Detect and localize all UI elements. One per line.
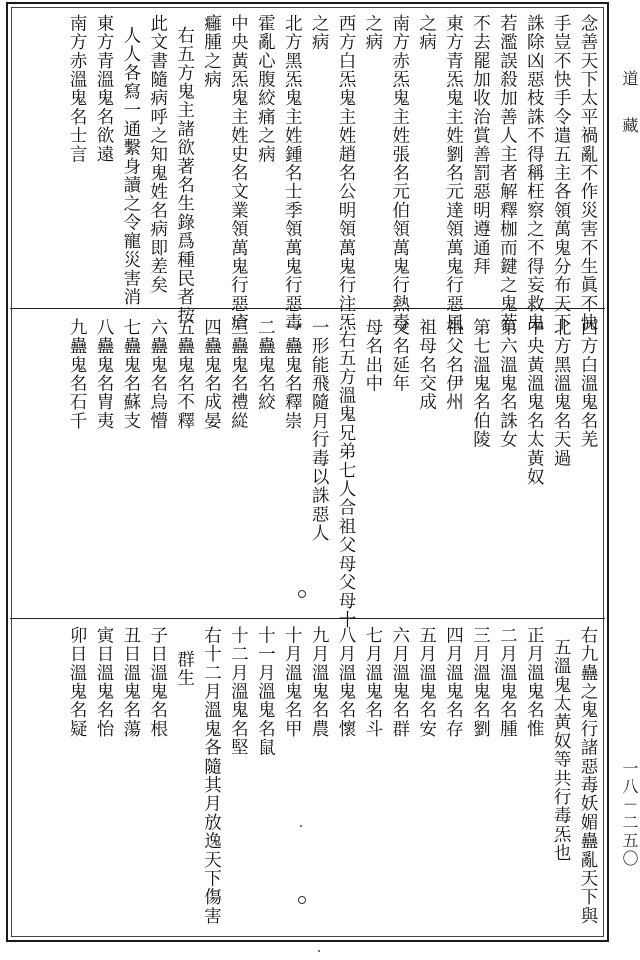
text-column: 西方白炁鬼主姓趙名公明領萬鬼行注炁 <box>335 14 356 332</box>
text-column: 八蠱鬼名胄夷 <box>93 318 114 431</box>
text-column: 右五方溫鬼兄弟七人合祖父母父母十 <box>335 330 356 630</box>
text-column: 東方青炁鬼主姓劉名元達領萬鬼行惡風 <box>443 14 464 332</box>
section-divider <box>10 618 605 619</box>
text-column: 一形能飛隨月行毒以誅惡人 <box>309 318 330 543</box>
text-column: 第六溫鬼名誅女 <box>497 318 518 449</box>
text-column: 手豈不快手令遣五主各領萬鬼分布天下 <box>551 14 572 332</box>
text-column: 群生 <box>174 650 195 688</box>
text-column: 南方赤溫鬼名士言 <box>67 14 88 164</box>
text-column: 六蠱鬼名烏懵 <box>147 318 168 431</box>
text-column: 誅除凶惡枝誅不得稱枉察之不得妄救鬼 <box>524 14 545 332</box>
text-column: 九蠱鬼名石千 <box>67 318 88 431</box>
text-column: 母名出中 <box>362 318 383 393</box>
text-column: 七蠱鬼名蘇支 <box>120 318 141 431</box>
text-column: 人人各寫一通繫身讀之令寵災害消 <box>120 26 141 307</box>
text-column: 西方白溫鬼名羌 <box>578 318 598 449</box>
text-column: 四蠱鬼名成晏 <box>201 318 222 431</box>
text-column: 北方黑炁鬼主姓鍾名士季領萬鬼行惡毒 <box>282 14 303 332</box>
text-column: 南方赤炁鬼主姓張名元伯領萬鬼行熱毒 <box>389 14 410 332</box>
text-column: 念善天下太平禍亂不作災害不生眞不快 <box>578 14 598 332</box>
text-column: 若濫誤殺加善人主者解釋枷而鍵之鬼若 <box>497 14 518 332</box>
text-section-3 <box>14 626 600 926</box>
text-column: 北方黑溫鬼名天過 <box>551 318 572 468</box>
text-column: 中央黃炁鬼主姓史名文業領萬鬼行惡瘡 <box>228 14 249 332</box>
text-column: 東方青溫鬼名欲遠 <box>93 14 114 164</box>
text-column: 霍亂心腹絞痛之病 <box>255 14 276 164</box>
text-column: 之病 <box>309 14 330 52</box>
circle-mark-icon <box>298 590 306 598</box>
text-column: 祖母名交成 <box>416 318 437 412</box>
text-column: 右五方鬼主諸欲著名生錄爲種民者按 <box>174 26 195 326</box>
text-column: 右九蠱之鬼行諸惡毒妖媚蠱亂天下與 <box>578 626 598 926</box>
text-column: 祖父名伊州 <box>443 318 464 412</box>
text-column: 癰腫之病 <box>201 14 222 89</box>
text-column: 十一月溫鬼名鼠 <box>255 626 276 757</box>
text-column: 一蠱鬼名釋崇 <box>282 318 303 431</box>
text-column: 十月溫鬼名甲 <box>282 626 303 739</box>
text-column: 五溫鬼太黃奴等共行毒炁也 <box>551 638 572 863</box>
text-section-1 <box>14 14 600 332</box>
text-column: 七月溫鬼名斗 <box>362 626 383 739</box>
text-column: 子日溫鬼名根 <box>147 626 168 739</box>
text-column: 五月溫鬼名安 <box>416 626 437 739</box>
text-column: 中央黃溫鬼名太黃奴 <box>524 318 545 487</box>
text-column: 之病 <box>416 14 437 52</box>
text-column: 不去罷加收治賞善罰惡明遵通拜 <box>470 14 491 276</box>
text-column: 卯日溫鬼名疑 <box>67 626 88 739</box>
text-column: 正月溫鬼名惟 <box>524 626 545 739</box>
circle-mark-icon <box>298 896 306 904</box>
text-column: 四月溫鬼名存 <box>443 626 464 739</box>
ink-speck <box>300 825 302 827</box>
text-column: 八月溫鬼名懷 <box>335 626 356 739</box>
text-column: 此文書隨病呼之知鬼姓名病即差矣 <box>147 14 168 295</box>
text-column: 五蠱鬼名不釋 <box>174 318 195 431</box>
text-column: 九月溫鬼名農 <box>309 626 330 739</box>
ink-speck <box>318 950 320 952</box>
text-column: 寅日溫鬼名怡 <box>93 626 114 739</box>
text-column: 二月溫鬼名腫 <box>497 626 518 739</box>
text-column: 六月溫鬼名群 <box>389 626 410 739</box>
text-column: 十二月溫鬼名堅 <box>228 626 249 757</box>
page-number: 一八－二五〇 <box>620 760 639 868</box>
text-section-2 <box>14 318 600 630</box>
text-column: 三蠱鬼名禮緃 <box>228 318 249 431</box>
text-column: 二蠱鬼名絞 <box>255 318 276 412</box>
book-title: 道 藏 <box>620 70 639 139</box>
text-column: 丑日溫鬼名蕩 <box>120 626 141 739</box>
text-column: 第七溫鬼名伯陵 <box>470 318 491 449</box>
text-column: 右十二月溫鬼各隨其月放逸天下傷害 <box>201 626 222 926</box>
text-column: 三月溫鬼名劉 <box>470 626 491 739</box>
text-column: 父名延年 <box>389 318 410 393</box>
text-column: 之病 <box>362 14 383 52</box>
